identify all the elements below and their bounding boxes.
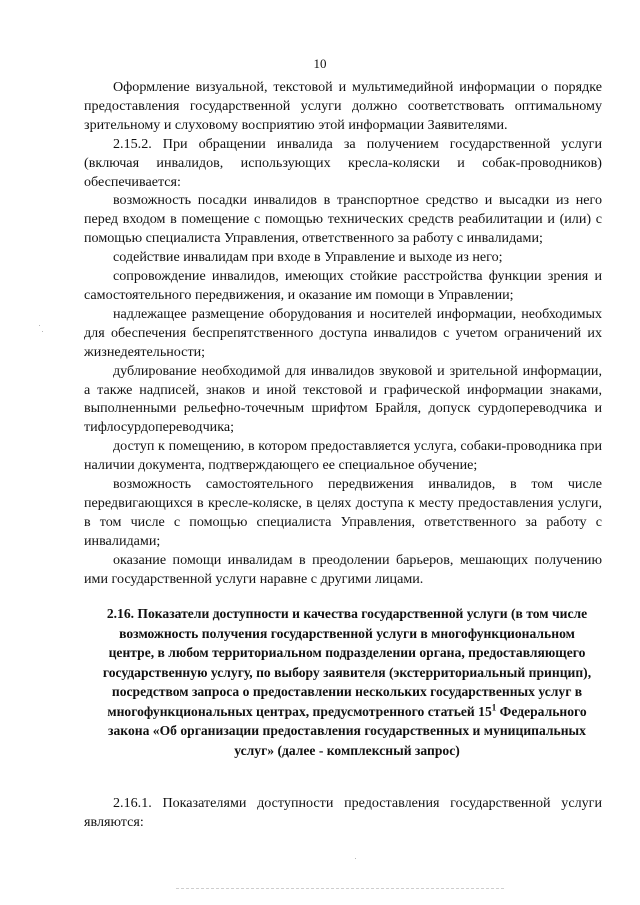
scan-speck xyxy=(39,325,40,326)
paragraph-independent-movement: возможность самостоятельного передвижения инвалидов, в том числе передвигающихся в кресле-коляске, в целях доступа к месту предоставления услуги, в том числе с помощью специалиста Управления, ответственного за работу с инвалидами; xyxy=(84,476,602,549)
heading-text-part2: Федерального закона «Об организации предоставления государственных и муниципальных услуг» (далее - комплексный запрос) xyxy=(108,703,587,758)
paragraph-2-16-1: 2.16.1. Показателями доступности предоставления государственной услуги являются: xyxy=(84,795,602,830)
paragraph-2-15-2: 2.15.2. При обращении инвалида за получением государственной услуги (включая инвалидов, использующих кресла-коляски и собак-проводников) обеспечивается: xyxy=(84,135,602,190)
scan-speck xyxy=(355,858,356,859)
page-number: 10 xyxy=(313,56,327,71)
final-text xyxy=(84,794,602,832)
paragraph-barrier-help: оказание помощи инвалидам в преодолении барьеров, мешающих получению ими государственной услуги наравне с другими лицами. xyxy=(84,551,602,587)
heading-superscript: 1 xyxy=(491,701,497,712)
heading-text-part1: 2.16. Показатели доступности и качества государственной услуги (в том числе возможность получения государственной услуги в многофункциональном центре, в любом территориальном подразделении органа, предоставляющего государственную услугу, по выбору заявителя (экстерриториальный принцип), посредством запроса о предоставлении нескольких государственных услуг в многофункциональных центрах, предусмотренного статьей 15 xyxy=(102,606,592,719)
paragraph-equipment-placement: надлежащее размещение оборудования и носителей информации, необходимых для обеспечения беспрепятственного доступа инвалидов с учетом ограничений их жизнедеятельности; xyxy=(84,305,602,360)
paragraph-entry-assistance: содействие инвалидам при входе в Управление и выходе из него; xyxy=(113,249,503,266)
paragraph-escort: сопровождение инвалидов, имеющих стойкие расстройства функции зрения и самостоятельного передвижения, и оказание им помощи в Управлении; xyxy=(84,268,602,303)
paragraph-info-duplication: дублирование необходимой для инвалидов звуковой и зрительной информации, а также надписей, знаков и иной текстовой и графической информации знаками, выполненными рельефно-точечным шрифтом Брайля, допуск сурдопереводчика и тифлосурдопереводчика; xyxy=(84,362,602,436)
scan-speck xyxy=(42,331,43,332)
paragraph-boarding-assistance: возможность посадки инвалидов в транспортное средство и высадки из него перед входом в помещение с помощью технических средств реабилитации и (или) с помощью специалиста Управления, ответственного за работу с инвалидами; xyxy=(84,192,602,247)
body-text xyxy=(84,78,602,588)
paragraph-info-design: Оформление визуальной, текстовой и мультимедийной информации о порядке предоставления государственной услуги должно соответствовать оптимальному зрительному и слуховому восприятию этой информации Заявителями. xyxy=(84,79,602,133)
scan-artifact-line xyxy=(176,888,504,889)
paragraph-guide-dog-access: доступ к помещению, в котором предоставляется услуга, собаки-проводника при наличии документа, подтверждающего ее специальное обучение; xyxy=(84,438,602,474)
section-heading-2-16 xyxy=(98,604,596,760)
